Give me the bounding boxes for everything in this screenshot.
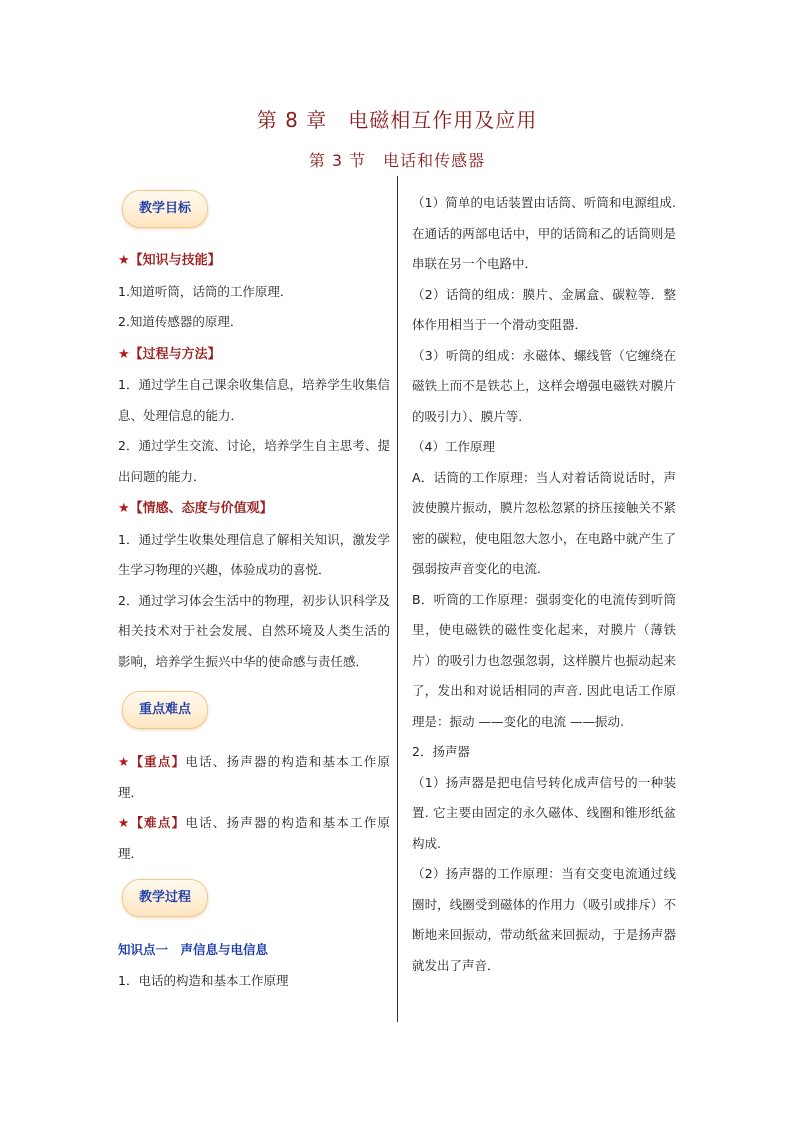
paragraph: 2．扬声器 bbox=[412, 744, 470, 759]
knowledge-point-item: 1．电话的构造和基本工作原理 bbox=[118, 972, 289, 988]
paragraph: （3）听筒的组成：永磁体、螺线管（它缠绕在磁铁上而不是铁芯上，这样会增强电磁铁对膜片的吸引力）、膜片等. bbox=[412, 347, 676, 424]
star-icon: ★ bbox=[118, 501, 130, 516]
star-icon: ★ bbox=[118, 754, 131, 769]
paragraph: （1）简单的电话装置由话筒、听筒和电源组成.在通话的两部电话中，甲的话筒和乙的话筒则是串联在另一个电路中． bbox=[412, 195, 676, 271]
key-difficult-badge: 重点难点 bbox=[122, 691, 208, 729]
chapter-title: 第 8 章 电磁相互作用及应用 bbox=[256, 108, 538, 132]
key-point: ★【重点】电话、扬声器的构造和基本工作原理． bbox=[118, 754, 390, 800]
star-icon: ★ bbox=[118, 815, 131, 830]
star-icon: ★ bbox=[118, 346, 130, 362]
right-column bbox=[412, 188, 676, 981]
knowledge-skills-heading: ★【知识与技能】 bbox=[118, 253, 221, 268]
knowledge-point-title: 知识点一 声信息与电信息 bbox=[118, 942, 269, 957]
emotion-item: 1．通过学生收集处理信息了解相关知识，激发学生学习物理的兴趣，体验成功的喜悦． bbox=[118, 531, 390, 577]
emotion-values-heading: ★【情感、态度与价值观】 bbox=[118, 501, 273, 516]
difficult-point: ★【难点】电话、扬声器的构造和基本工作原理． bbox=[118, 815, 390, 861]
paragraph: （1）扬声器是把电信号转化成声信号的一种装置. 它主要由固定的永久磁体、线圈和锥形纸盆构成. bbox=[412, 774, 676, 851]
paragraph: B．听筒的工作原理：强弱变化的电流传到听筒里，使电磁铁的磁性变化起来，对膜片（薄铁片）的吸引力也忽强忽弱，这样膜片也振动起来了，发出和对说话相同的声音. 因此电话工作原理是：振动 ——变化的电流 ——振动. bbox=[412, 591, 676, 729]
column-divider bbox=[397, 176, 398, 1022]
process-item: 1．通过学生自己课余收集信息，培养学生收集信息、处理信息的能力． bbox=[118, 377, 390, 423]
process-item: 2．通过学生交流、讨论，培养学生自主思考、提出问题的能力． bbox=[118, 438, 390, 484]
teaching-goals-badge: 教学目标 bbox=[122, 190, 208, 228]
paragraph: A．话筒的工作原理：当人对着话筒说话时，声波使膜片振动，膜片忽松忽紧的挤压接触关不紧密的碳粒，使电阻忽大忽小，在电路中就产生了强弱按声音变化的电流． bbox=[412, 469, 676, 576]
paragraph: （4）工作原理 bbox=[412, 439, 495, 454]
paragraph: （2）扬声器的工作原理：当有交变电流通过线圈时，线圈受到磁体的作用力（吸引或排斥）不断地来回振动，带动纸盆来回振动，于是扬声器就发出了声音． bbox=[412, 866, 676, 973]
emotion-item: 2．通过学习体会生活中的物理，初步认识科学及相关技术对于社会发展、自然环境及人类生活的影响，培养学生振兴中华的使命感与责任感． bbox=[118, 592, 390, 669]
star-icon: ★ bbox=[118, 253, 130, 268]
knowledge-item: 2.知道传感器的原理． bbox=[118, 314, 243, 329]
paragraph: （2）话筒的组成：膜片、金属盒、碳粒等．整体作用相当于一个滑动变阻器． bbox=[412, 286, 676, 332]
left-column bbox=[118, 188, 390, 996]
teaching-process-badge: 教学过程 bbox=[122, 879, 208, 917]
knowledge-item: 1.知道听筒，话筒的工作原理． bbox=[118, 283, 293, 299]
process-methods-heading: ★【过程与方法】 bbox=[118, 346, 221, 362]
section-title: 第 3 节 电话和传感器 bbox=[308, 151, 486, 170]
